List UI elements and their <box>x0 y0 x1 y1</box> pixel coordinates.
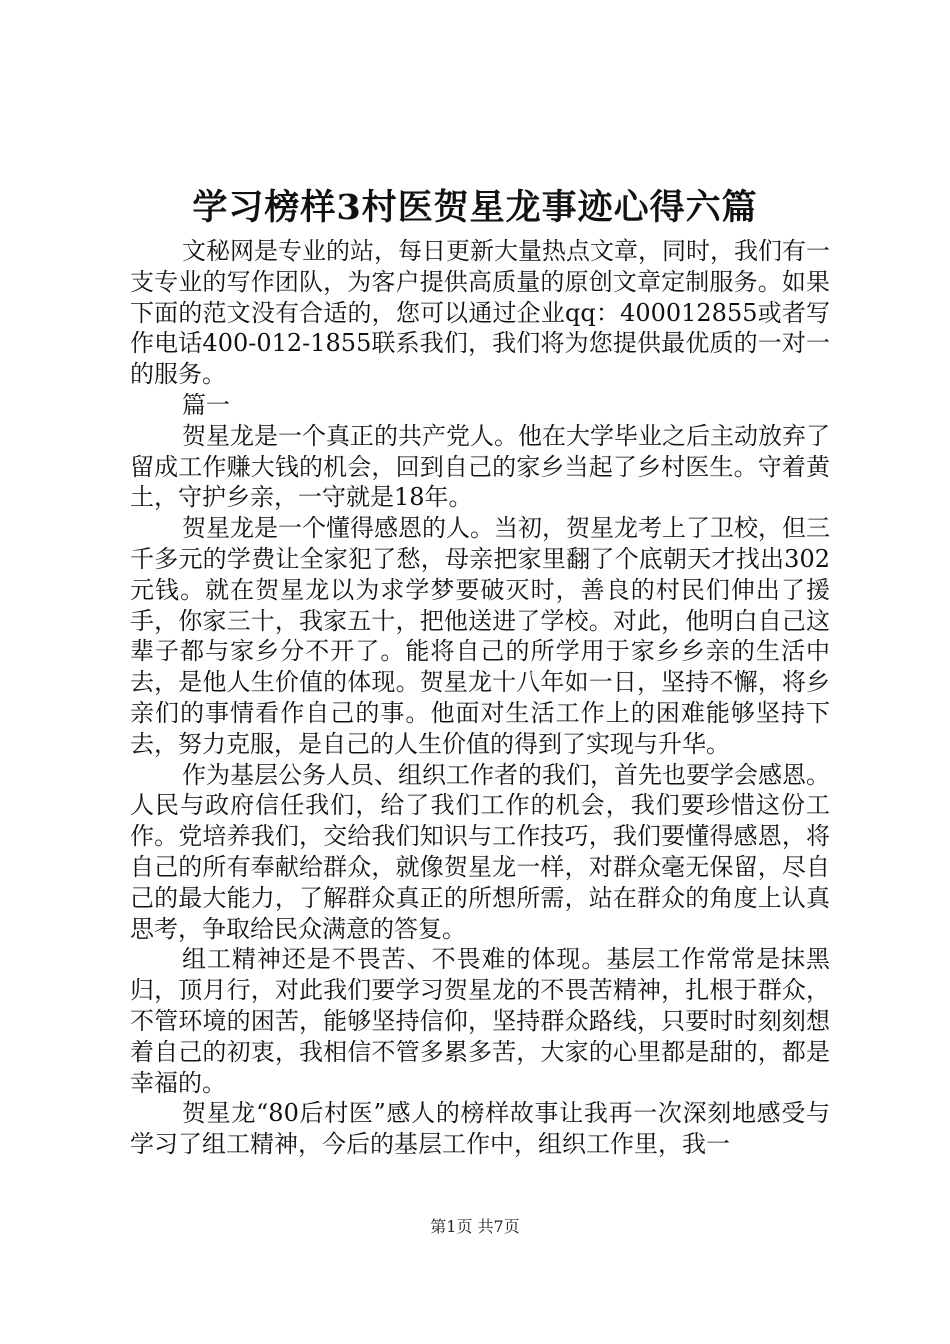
page-number-footer: 第1页 共7页 <box>430 1217 520 1236</box>
body-paragraph: 作为基层公务人员、组织工作者的我们，首先也要学会感恩。人民与政府信任我们，给了我们工作的机会，我们要珍惜这份工作。党培养我们，交给我们知识与工作技巧，我们要懂得感恩，将自己的所有奉献给群众，就像贺星龙一样，对群众毫无保留，尽自己的最大能力，了解群众真正的所想所需，站在群众的角度上认真思考，争取给民众满意的答复。 <box>130 760 830 943</box>
body-paragraph: 贺星龙“80后村医”感人的榜样故事让我再一次深刻地感受与学习了组工精神，今后的基层工作中，组织工作里，我一 <box>130 1099 830 1159</box>
body-paragraph: 贺星龙是一个真正的共产党人。他在大学毕业之后主动放弃了留成工作赚大钱的机会，回到自己的家乡当起了乡村医生。守着黄土，守护乡亲，一守就是18年。 <box>130 421 830 512</box>
body-paragraph: 贺星龙是一个懂得感恩的人。当初，贺星龙考上了卫校，但三千多元的学费让全家犯了愁，母亲把家里翻了个底朝天才找出302元钱。就在贺星龙以为求学梦要破灭时，善良的村民们伸出了援手，你家三十，我家五十，把他送进了学校。对此，他明白自己这辈子都与家乡分不开了。能将自己的所学用于家乡乡亲的生活中去，是他人生价值的体现。贺星龙十八年如一日，坚持不懈，将乡亲们的事情看作自己的事。他面对生活工作上的困难能够坚持下去，努力克服，是自己的人生价值的得到了实现与升华。 <box>130 514 830 758</box>
body-paragraph: 组工精神还是不畏苦、不畏难的体现。基层工作常常是抹黑归，顶月行，对此我们要学习贺星龙的不畏苦精神，扎根于群众，不管环境的困苦，能够坚持信仰，坚持群众路线，只要时时刻刻想着自己的初衷，我相信不管多累多苦，大家的心里都是甜的，都是幸福的。 <box>130 945 830 1097</box>
section-heading: 篇一 <box>182 390 230 419</box>
document-body <box>130 236 830 1160</box>
document-title: 学习榜样3村医贺星龙事迹心得六篇 <box>192 187 758 228</box>
intro-paragraph: 文秘网是专业的站，每日更新大量热点文章，同时，我们有一支专业的写作团队，为客户提供高质量的原创文章定制服务。如果下面的范文没有合适的，您可以通过企业qq：400012855或者写作电话400-012-1855联系我们，我们将为您提供最优质的一对一的服务。 <box>130 237 830 389</box>
